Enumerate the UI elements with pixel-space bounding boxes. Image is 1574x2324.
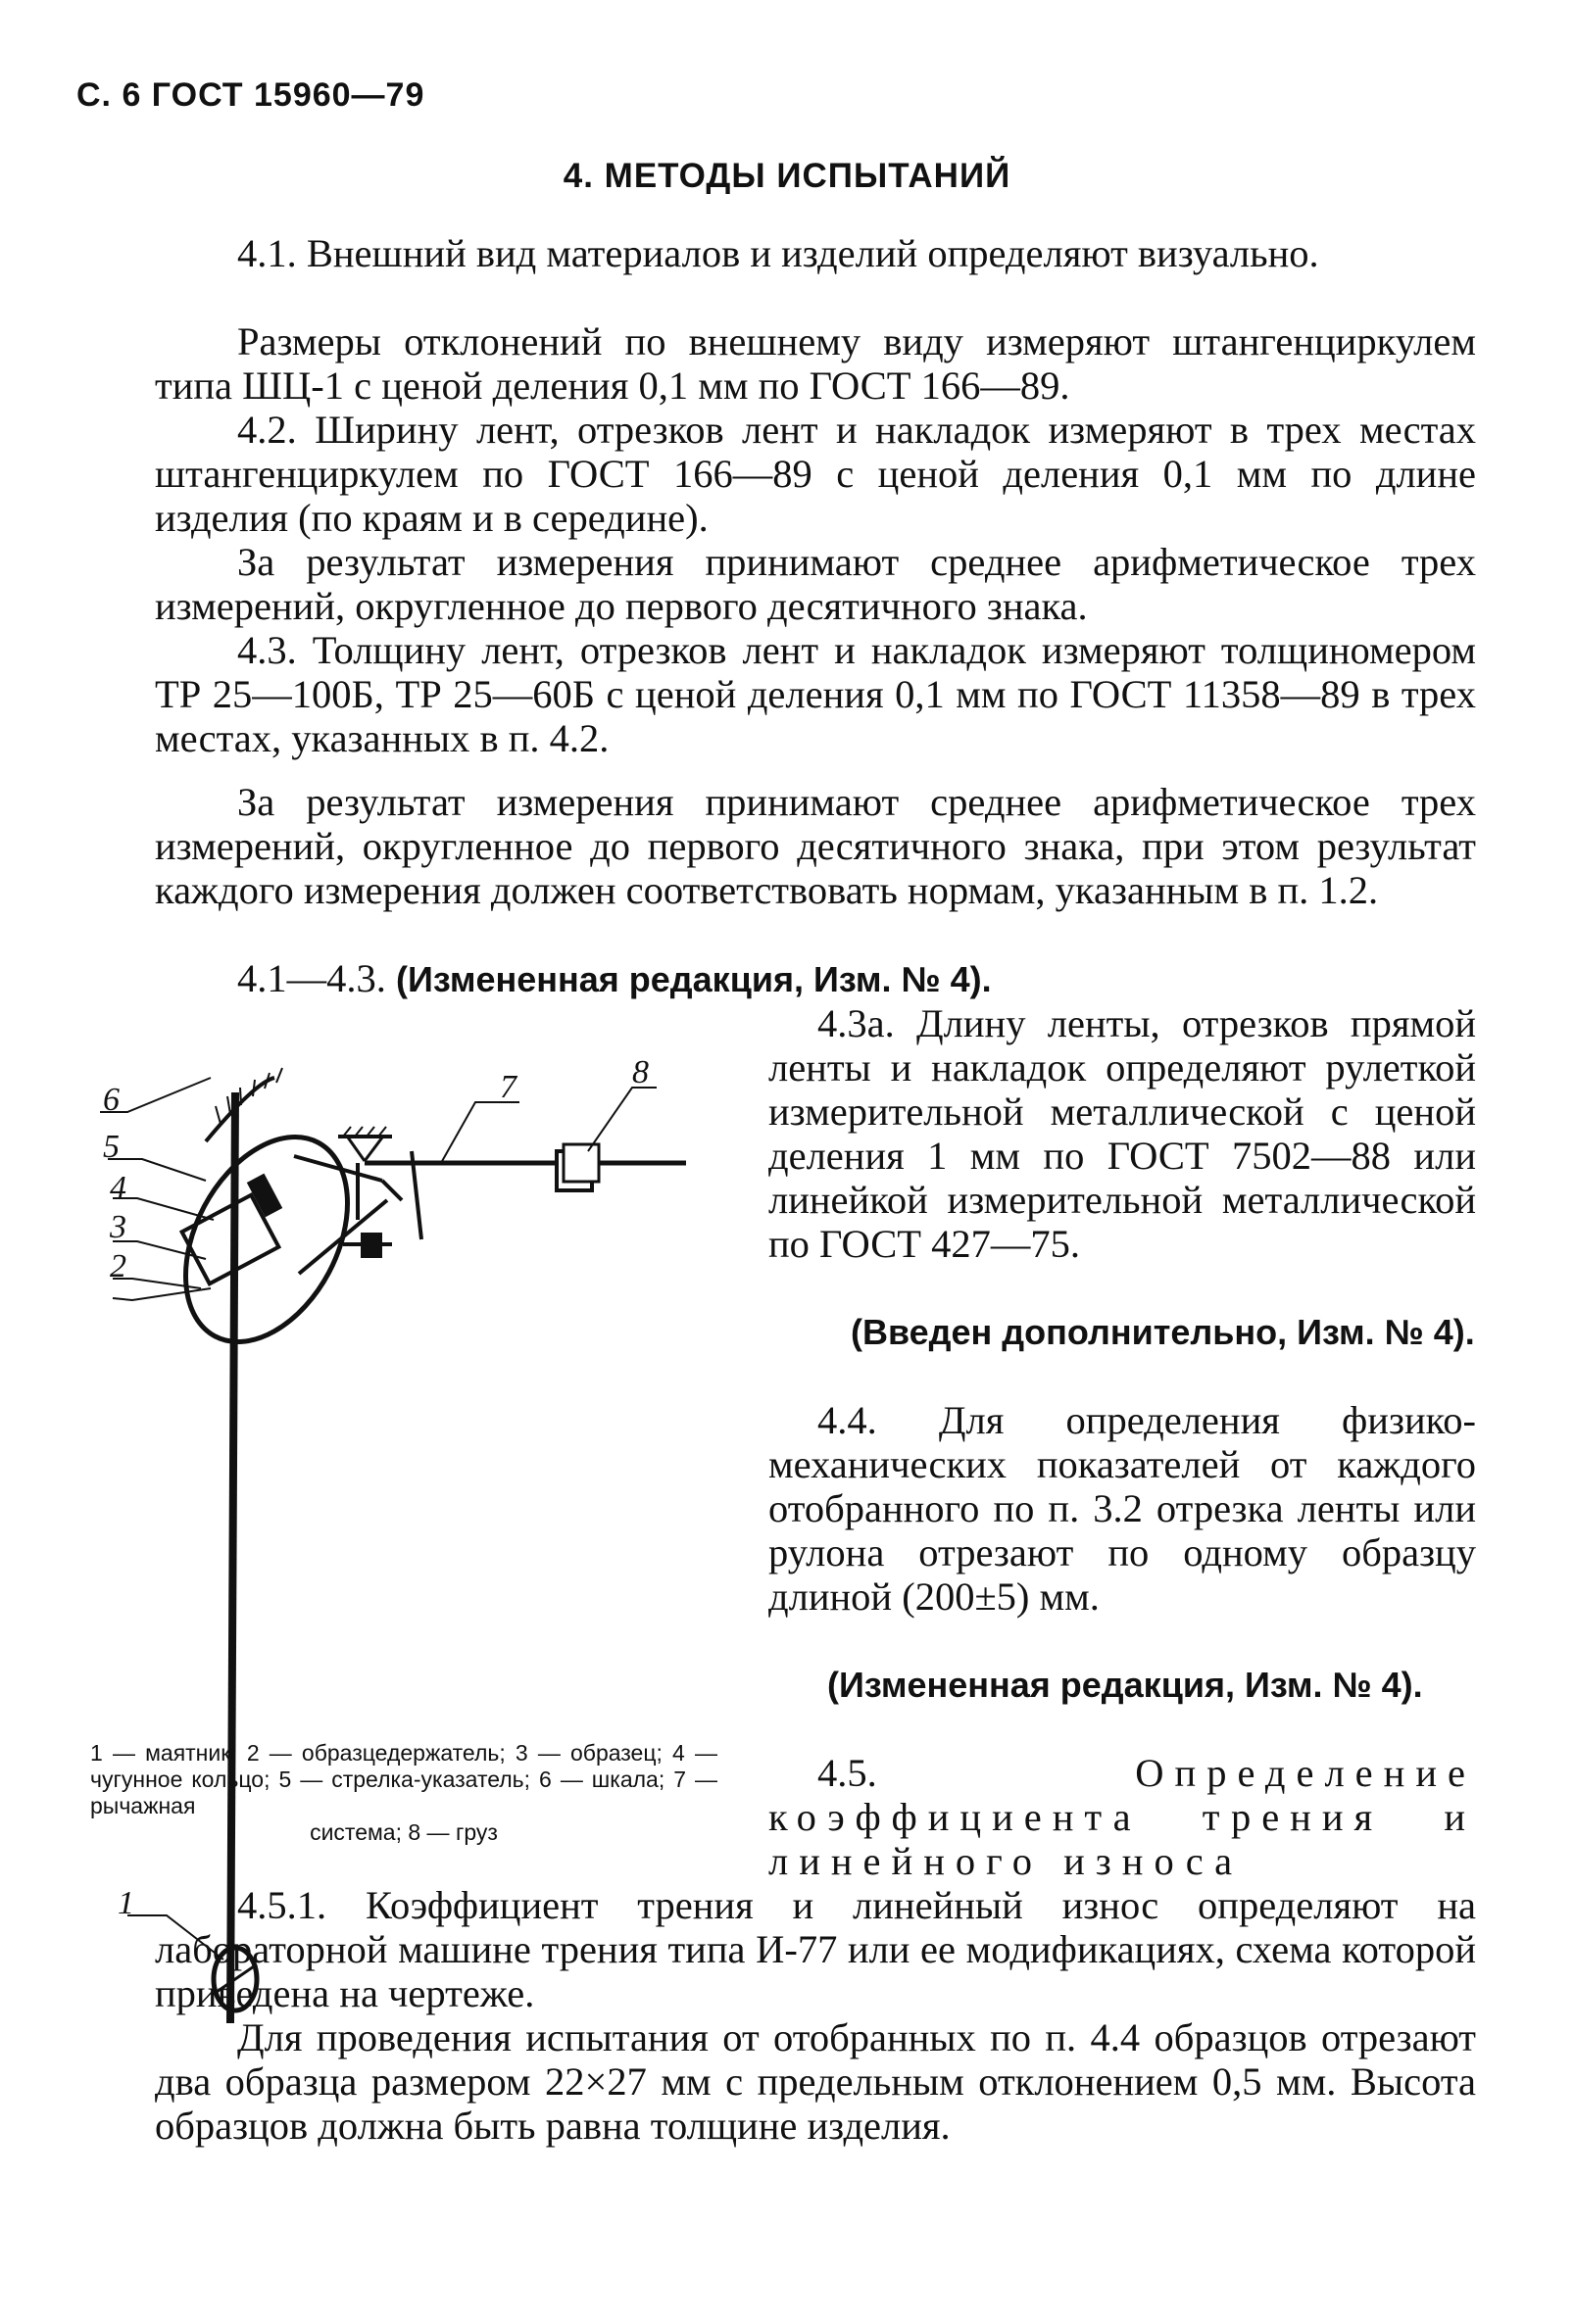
paragraph-4-3-b: За результат измерения принимают среднее арифметическое трех измерений, округленное до первого десятичного знака, при этом результат каждого измерения должен соответствовать нормам, указанным в п. 1.2. [155, 780, 1476, 912]
label-3: 3 [110, 1209, 126, 1245]
figure-caption [90, 1740, 717, 1846]
amendment-text: (Измененная редакция, Изм. № 4). [396, 959, 992, 999]
section-title: 4. МЕТОДЫ ИСПЫТАНИЙ [563, 157, 1011, 195]
label-4: 4 [110, 1170, 126, 1206]
amendment-prefix: 4.1—4.3. [237, 956, 386, 1000]
amendment-4-3a: (Введен дополнительно, Изм. № 4). [851, 1312, 1475, 1352]
amendment-4-1-4-3 [155, 956, 1476, 1001]
label-5: 5 [103, 1129, 120, 1165]
paragraph-4-5-number: 4.5. [817, 1751, 877, 1795]
caption-line-2: система; 8 — груз [310, 1819, 498, 1845]
label-6: 6 [103, 1082, 120, 1118]
paragraph-4-2: 4.2. Ширину лент, отрезков лент и накладок измеряют в трех местах штангенциркулем по ГОСТ 166—89 с ценой деления 0,1 мм по длине изделия (по краям и в середине). [155, 408, 1476, 540]
amendment-4-4: (Измененная редакция, Изм. № 4). [827, 1665, 1423, 1705]
paragraph-4-5-1-b: Для проведения испытания от отобранных по п. 4.4 образцов отрезают два образца размером 22×27 мм с предельным отклонением 0,5 мм. Высота образцов должна быть равна толщине изделия. [155, 2015, 1476, 2148]
paragraph-4-3: 4.3. Толщину лент, отрезков лент и накладок измеряют толщиномером ТР 25—100Б, ТР 25—60Б с ценой деления 0,1 мм по ГОСТ 11358—89 в трех местах, указанных в п. 4.2. [155, 628, 1476, 760]
label-1: 1 [118, 1885, 134, 1921]
paragraph-4-1: 4.1. Внешний вид материалов и изделий определяют визуально. [237, 231, 1319, 275]
caption-line-1: 1 — маятник; 2 — образцедержатель; 3 — образец; 4 — чугунное кольцо; 5 — стрелка-указатель; 6 — шкала; 7 — рычажная [90, 1740, 717, 1818]
page-header: С. 6 ГОСТ 15960—79 [76, 76, 425, 114]
label-2: 2 [110, 1248, 126, 1284]
paragraph-4-2-b: За результат измерения принимают среднее арифметическое трех измерений, округленное до первого десятичного знака. [155, 540, 1476, 628]
paragraph-4-5-heading: Определение коэффициента трения и линейного износа [768, 1751, 1476, 1883]
paragraph-4-5 [768, 1751, 1476, 1883]
paragraph-4-5-1: 4.5.1. Коэффициент трения и линейный износ определяют на лабораторной машине трения типа И-77 или ее модификациях, схема которой приведена на чертеже. [155, 1883, 1476, 2015]
label-7: 7 [500, 1069, 516, 1105]
paragraph-4-1-b: Размеры отклонений по внешнему виду измеряют штангенциркулем типа ШЦ-1 с ценой деления 0,1 мм по ГОСТ 166—89. [155, 319, 1476, 408]
paragraph-4-3a: 4.3а. Длину ленты, отрезков прямой ленты и накладок определяют рулеткой измерительной металлической с ценой деления 1 мм по ГОСТ 7502—88 или линейкой измерительной металлической по ГОСТ 427—75. [768, 1001, 1476, 1266]
paragraph-4-4: 4.4. Для определения физико-механических показателей от каждого отобранного по п. 3.2 отрезка ленты или рулона отрезают по одному образцу длиной (200±5) мм. [768, 1398, 1476, 1619]
label-8: 8 [632, 1054, 649, 1090]
